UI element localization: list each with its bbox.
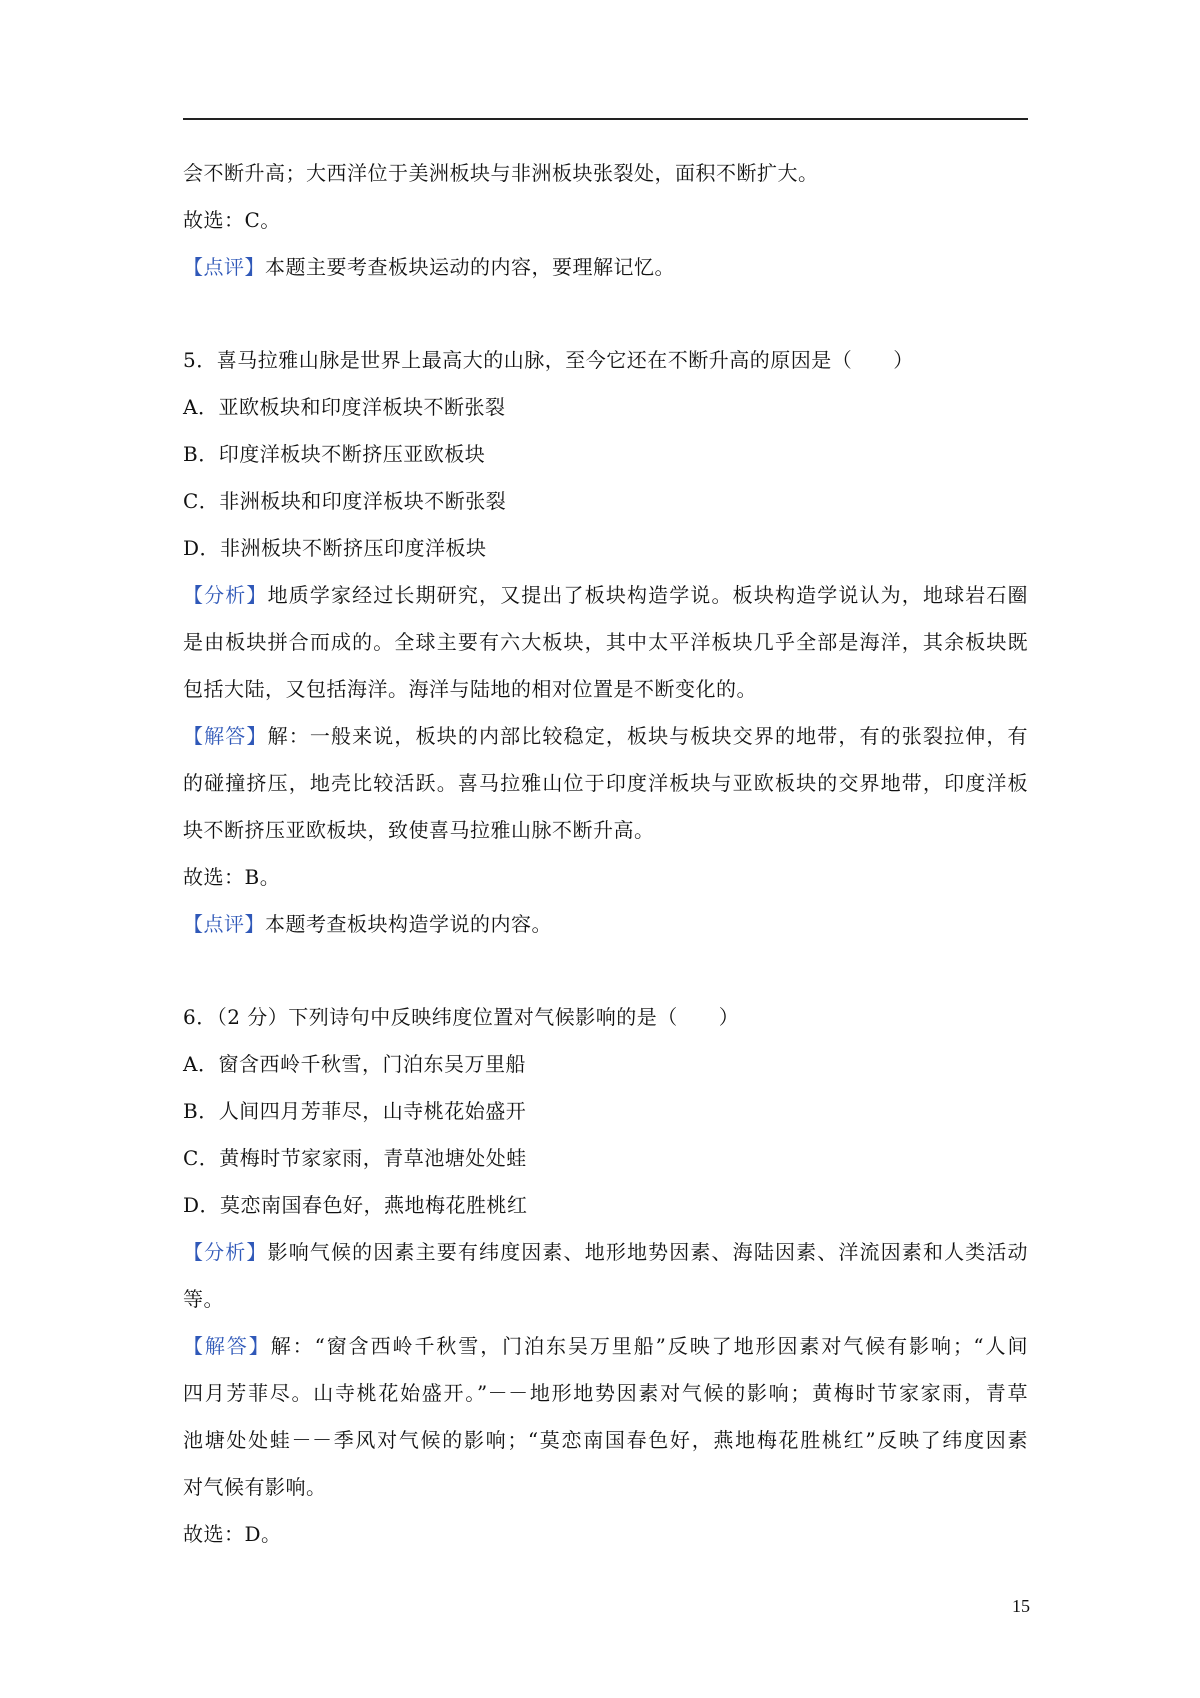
line-text: 本题主要考查板块运动的内容，要理解记忆。 — [265, 255, 675, 279]
section-tag: 【解答】 — [183, 724, 268, 748]
line-text: 会不断升高；大西洋位于美洲板块与非洲板块张裂处，面积不断扩大。 — [183, 161, 819, 185]
text-line — [183, 337, 1028, 384]
line-text: 解：“窗含西岭千秋雪，门泊东吴万里船”反映了地形因素对气候有影响；“人间 — [270, 1334, 1028, 1358]
paragraph — [183, 1041, 1028, 1088]
paragraph — [183, 854, 1028, 901]
text-line — [183, 994, 1028, 1041]
section-tag: 【分析】 — [183, 583, 268, 607]
labeled-paragraph — [183, 1229, 1028, 1323]
line-text: D．莫恋南国春色好，燕地梅花胜桃红 — [183, 1193, 528, 1217]
text-line — [183, 244, 1028, 291]
line-text: B．印度洋板块不断挤压亚欧板块 — [183, 442, 486, 466]
text-line — [183, 1370, 1028, 1417]
text-line — [183, 478, 1028, 525]
text-line — [183, 1135, 1028, 1182]
text-line — [183, 1088, 1028, 1135]
paragraph — [183, 197, 1028, 244]
paragraph — [183, 1182, 1028, 1229]
text-line — [183, 1417, 1028, 1464]
line-text: 池塘处处蛙－－季风对气候的影响；“莫恋南国春色好，燕地梅花胜桃红”反映了纬度因素 — [183, 1428, 1028, 1452]
line-text: 地质学家经过长期研究，又提出了板块构造学说。板块构造学说认为，地球岩石圈 — [267, 583, 1029, 607]
line-text: 包括大陆，又包括海洋。海洋与陆地的相对位置是不断变化的。 — [183, 677, 757, 701]
labeled-paragraph — [183, 572, 1028, 713]
line-text: B．人间四月芳菲尽，山寺桃花始盛开 — [183, 1099, 527, 1123]
text-line — [183, 572, 1028, 619]
line-text: C．非洲板块和印度洋板块不断张裂 — [183, 489, 507, 513]
text-line — [183, 1276, 1028, 1323]
line-text: A．窗含西岭千秋雪，门泊东吴万里船 — [183, 1052, 526, 1076]
paragraph — [183, 994, 1028, 1041]
line-text: 是由板块拼合而成的。全球主要有六大板块，其中太平洋板块几乎全部是海洋，其余板块既 — [183, 630, 1028, 654]
line-text: 的碰撞挤压，地壳比较活跃。喜马拉雅山位于印度洋板块与亚欧板块的交界地带，印度洋板 — [183, 771, 1028, 795]
paragraph — [183, 478, 1028, 525]
text-line — [183, 854, 1028, 901]
text-line — [183, 713, 1028, 760]
paragraph — [183, 1135, 1028, 1182]
text-line — [183, 1511, 1028, 1558]
section-gap — [183, 291, 1028, 337]
text-line — [183, 1464, 1028, 1511]
line-text: C．黄梅时节家家雨，青草池塘处处蛙 — [183, 1146, 527, 1170]
labeled-paragraph — [183, 713, 1028, 854]
text-line — [183, 619, 1028, 666]
paragraph — [183, 337, 1028, 384]
document-body — [183, 150, 1028, 1558]
line-text: 5．喜马拉雅山脉是世界上最高大的山脉，至今它还在不断升高的原因是（ ） — [183, 348, 914, 372]
text-line — [183, 901, 1028, 948]
text-line — [183, 760, 1028, 807]
line-text: 对气候有影响。 — [183, 1475, 327, 1499]
line-text: 故选：B。 — [183, 865, 281, 889]
line-text: 解：一般来说，板块的内部比较稳定，板块与板块交界的地带，有的张裂拉伸，有 — [267, 724, 1029, 748]
line-text: 四月芳菲尽。山寺桃花始盛开。”－－地形地势因素对气候的影响；黄梅时节家家雨，青草 — [183, 1381, 1028, 1405]
line-text: 故选：C。 — [183, 208, 281, 232]
labeled-paragraph — [183, 901, 1028, 948]
header-rule — [183, 118, 1028, 120]
text-line — [183, 384, 1028, 431]
paragraph — [183, 1088, 1028, 1135]
text-line — [183, 807, 1028, 854]
paragraph — [183, 431, 1028, 478]
text-line — [183, 1182, 1028, 1229]
text-line — [183, 666, 1028, 713]
text-line — [183, 197, 1028, 244]
text-line — [183, 1229, 1028, 1276]
line-text: D．非洲板块不断挤压印度洋板块 — [183, 536, 487, 560]
section-tag: 【点评】 — [183, 912, 265, 936]
text-line — [183, 1041, 1028, 1088]
text-line — [183, 525, 1028, 572]
line-text: 块不断挤压亚欧板块，致使喜马拉雅山脉不断升高。 — [183, 818, 655, 842]
section-gap — [183, 948, 1028, 994]
section-tag: 【分析】 — [183, 1240, 268, 1264]
paragraph — [183, 150, 1028, 197]
line-text: 等。 — [183, 1287, 224, 1311]
line-text: 6．（2 分）下列诗句中反映纬度位置对气候影响的是（ ） — [183, 1005, 740, 1029]
paragraph — [183, 525, 1028, 572]
text-line — [183, 150, 1028, 197]
text-line — [183, 1323, 1028, 1370]
paragraph — [183, 384, 1028, 431]
section-tag: 【点评】 — [183, 255, 265, 279]
page-number: 15 — [1012, 1596, 1030, 1616]
line-text: 故选：D。 — [183, 1522, 282, 1546]
paragraph — [183, 1511, 1028, 1558]
line-text: 影响气候的因素主要有纬度因素、地形地势因素、海陆因素、洋流因素和人类活动 — [267, 1240, 1029, 1264]
labeled-paragraph — [183, 244, 1028, 291]
section-tag: 【解答】 — [183, 1334, 271, 1358]
line-text: A．亚欧板块和印度洋板块不断张裂 — [183, 395, 506, 419]
text-line — [183, 431, 1028, 478]
labeled-paragraph — [183, 1323, 1028, 1511]
line-text: 本题考查板块构造学说的内容。 — [265, 912, 552, 936]
